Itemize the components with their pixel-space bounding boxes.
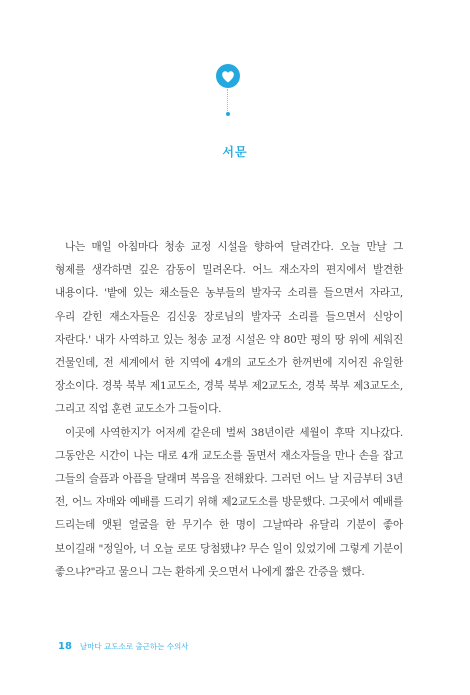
decorative-dotted-line (227, 89, 228, 113)
running-title: 날마다 교도소로 출근하는 수의사 (79, 642, 189, 651)
body-text (55, 236, 403, 584)
page-footer (58, 641, 189, 652)
decorative-dot (226, 112, 230, 116)
heart-icon (216, 64, 240, 88)
chapter-title: 서문 (222, 145, 248, 159)
paragraph: 이곳에 사역한지가 어저께 같은데 벌써 38년이란 세월이 후딱 지나갔다. 그동안은 시간이 나는 대로 4개 교도소를 돌면서 재소자들을 만나 손을 잡고 그들의 슬픔과 아픔을 달래며 복음을 전해왔다. 그러던 어느 날 지금부터 3년 전, 어느 자매와 예배를 드리기 위해 제2교도소를 방문했다. 그곳에서 예배를 드리는데 앳된 얼굴을 한 무기수 한 명이 그날따라 유달리 기분이 좋아 보이길래 "정일아, 너 오늘 로또 당첨됐냐? 무슨 일이 있었기에 그렇게 기분이 좋으냐?"라고 물으니 그는 환하게 웃으면서 나에게 짧은 간증을 했다. (55, 426, 403, 578)
page-number: 18 (58, 641, 72, 652)
paragraph: 나는 매일 아침마다 청송 교정 시설을 향하여 달려간다. 오늘 만날 그 형제를 생각하면 깊은 감동이 밀려온다. 어느 재소자의 편지에서 발견한 내용이다. '밭에 있는 채소들은 농부들의 발자국 소리를 들으면서 자라고, 우리 갇힌 재소자들은 김신웅 장로님의 발자국 소리를 들으면서 신앙이 자란다.' 내가 사역하고 있는 청송 교정 시설은 약 80만 평의 땅 위에 세워진 건물인데, 전 세계에서 한 지역에 4개의 교도소가 한꺼번에 지어진 유일한 장소이다. 경북 북부 제1교도소, 경북 북부 제2교도소, 경북 북부 제3교도소, 그리고 직업 훈련 교도소가 그들이다. (55, 241, 403, 416)
